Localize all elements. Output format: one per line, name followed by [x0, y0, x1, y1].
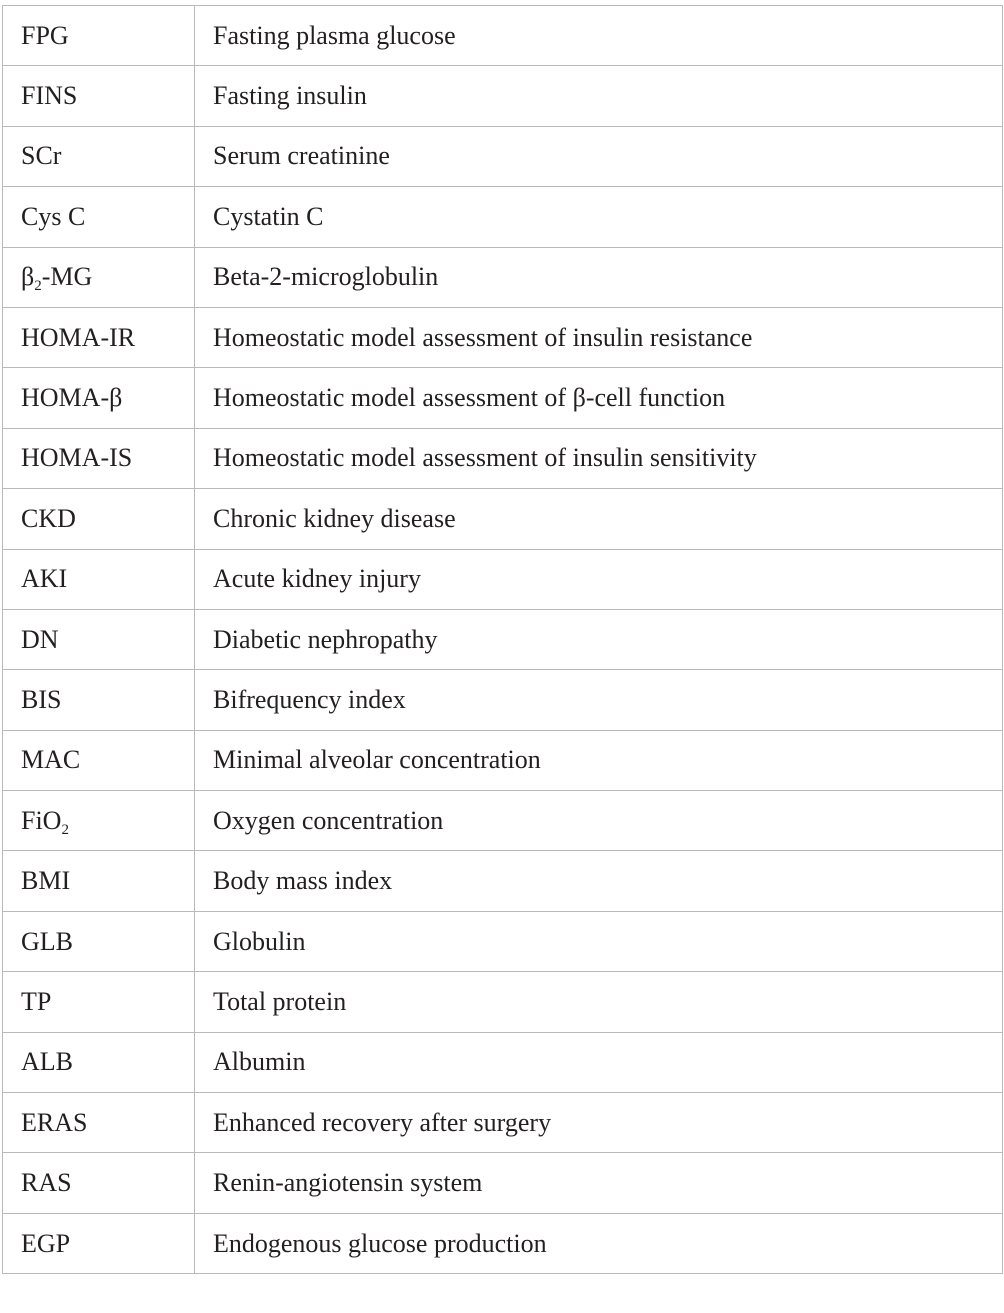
abbreviation-cell: AKI: [3, 549, 195, 609]
table-row: [3, 549, 1003, 609]
definition-cell: Diabetic nephropathy: [195, 609, 1003, 669]
definition-cell: Cystatin C: [195, 187, 1003, 247]
abbreviation-cell: HOMA-IR: [3, 307, 195, 367]
definition-cell: Total protein: [195, 972, 1003, 1032]
abbreviations-table-container: [2, 5, 1002, 1274]
abbreviation-cell: MAC: [3, 730, 195, 790]
definition-cell: Fasting insulin: [195, 66, 1003, 126]
table-row: [3, 1213, 1003, 1273]
abbreviation-subscript: 2: [61, 821, 69, 838]
abbreviation-cell: DN: [3, 609, 195, 669]
table-row: [3, 1093, 1003, 1153]
abbreviation-subscript: 2: [34, 278, 42, 295]
definition-cell: Globulin: [195, 911, 1003, 971]
abbreviation-cell: TP: [3, 972, 195, 1032]
abbreviation-cell: [3, 791, 195, 851]
abbreviation-cell: BMI: [3, 851, 195, 911]
definition-cell: Endogenous glucose production: [195, 1213, 1003, 1273]
definition-cell: Homeostatic model assessment of β-cell function: [195, 368, 1003, 428]
definition-cell: Body mass index: [195, 851, 1003, 911]
abbreviation-cell: RAS: [3, 1153, 195, 1213]
definition-cell: Albumin: [195, 1032, 1003, 1092]
table-row: [3, 972, 1003, 1032]
table-row: [3, 368, 1003, 428]
abbreviation-cell: GLB: [3, 911, 195, 971]
definition-cell: Serum creatinine: [195, 126, 1003, 186]
definition-cell: Enhanced recovery after surgery: [195, 1093, 1003, 1153]
definition-cell: Renin-angiotensin system: [195, 1153, 1003, 1213]
table-row: [3, 247, 1003, 307]
definition-cell: Fasting plasma glucose: [195, 6, 1003, 66]
table-row: [3, 609, 1003, 669]
abbreviations-table-body: [3, 6, 1003, 1274]
abbreviation-cell: HOMA-IS: [3, 428, 195, 488]
table-row: [3, 730, 1003, 790]
abbreviations-table: [2, 5, 1003, 1274]
definition-cell: Oxygen concentration: [195, 791, 1003, 851]
definition-cell: Beta-2-microglobulin: [195, 247, 1003, 307]
abbreviation-cell: Cys C: [3, 187, 195, 247]
abbreviation-cell: EGP: [3, 1213, 195, 1273]
abbreviation-cell: CKD: [3, 489, 195, 549]
table-row: [3, 1153, 1003, 1213]
abbreviation-text: FiO: [21, 805, 62, 835]
abbreviation-cell: FPG: [3, 6, 195, 66]
abbreviation-suffix: -MG: [41, 262, 93, 292]
abbreviation-cell: BIS: [3, 670, 195, 730]
table-row: [3, 911, 1003, 971]
definition-cell: Minimal alveolar concentration: [195, 730, 1003, 790]
table-row: [3, 428, 1003, 488]
abbreviation-cell: HOMA-β: [3, 368, 195, 428]
definition-cell: Homeostatic model assessment of insulin resistance: [195, 307, 1003, 367]
table-row: [3, 791, 1003, 851]
table-row: [3, 66, 1003, 126]
table-row: [3, 187, 1003, 247]
abbreviation-cell: FINS: [3, 66, 195, 126]
definition-cell: Acute kidney injury: [195, 549, 1003, 609]
abbreviation-cell: [3, 247, 195, 307]
table-row: [3, 851, 1003, 911]
abbreviation-cell: SCr: [3, 126, 195, 186]
table-row: [3, 670, 1003, 730]
abbreviation-cell: ALB: [3, 1032, 195, 1092]
definition-cell: Homeostatic model assessment of insulin sensitivity: [195, 428, 1003, 488]
table-row: [3, 126, 1003, 186]
abbreviation-text: β: [21, 262, 35, 292]
table-row: [3, 6, 1003, 66]
table-row: [3, 1032, 1003, 1092]
abbreviation-cell: ERAS: [3, 1093, 195, 1153]
table-row: [3, 307, 1003, 367]
definition-cell: Chronic kidney disease: [195, 489, 1003, 549]
table-row: [3, 489, 1003, 549]
definition-cell: Bifrequency index: [195, 670, 1003, 730]
